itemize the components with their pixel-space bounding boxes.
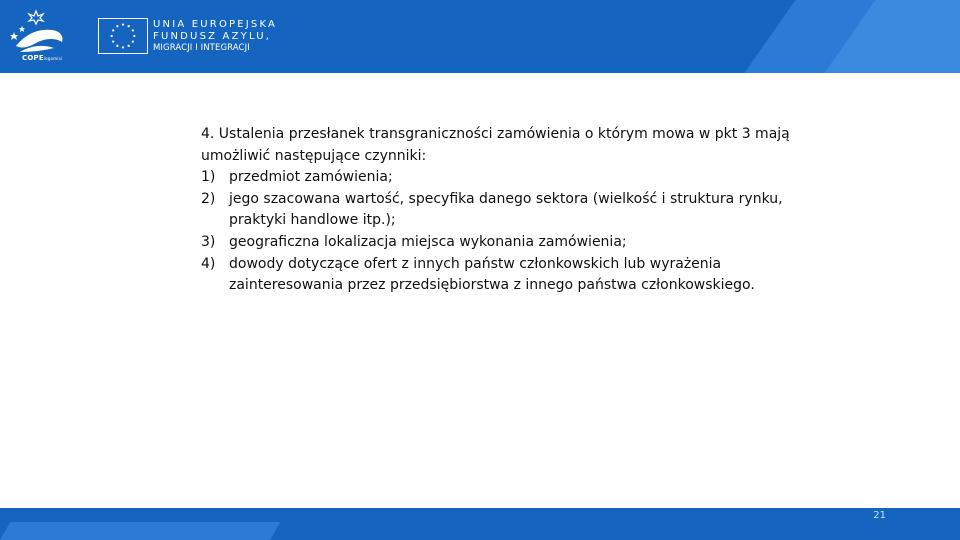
eu-fund-label [153,19,277,54]
list-item-text: geograficzna lokalizacja miejsca wykonania zamówienia; [229,233,627,250]
eu-fund-line3: MIGRACJI I INTEGRACJI [153,43,250,53]
eu-star-icon [116,25,118,27]
eu-star-icon [128,45,130,47]
eu-star-icon [132,29,134,31]
eu-star-icon [132,41,134,43]
factor-list [201,167,801,297]
cope-logo-text: COPElogomisi [22,54,63,62]
list-item-text: jego szacowana wartość, specyfika danego sektora (wielkość i struktura rynku, praktyki handlowe itp.); [229,190,783,229]
list-item-text: dowody dotyczące ofert z innych państw członkowskich lub wyrażenia zainteresowania przez przedsiębiorstwa z innego państwa członkowskiego. [229,255,755,294]
list-item-number: 4) [201,255,216,272]
list-item [201,232,801,254]
list-item [201,167,801,189]
eu-star-icon [133,35,135,37]
footer-stripe-decoration [0,522,280,540]
list-item [201,254,801,297]
footer-bar [0,508,960,540]
page-number: 21 [873,510,886,521]
eu-fund-line2: FUNDUSZ AZYLU, [153,31,272,42]
eu-star-icon [116,45,118,47]
intro-paragraph: 4. Ustalenia przesłanek transgraniczności zamówienia o którym mowa w pkt 3 mają umożliwić następujące czynniki: [201,126,790,164]
list-item-text: przedmiot zamówienia; [229,169,393,186]
list-item-number: 2) [201,190,216,207]
eu-star-icon [128,25,130,27]
eu-star-icon [111,35,113,37]
list-item-number: 1) [201,169,216,186]
eu-star-icon [112,41,114,43]
eu-star-icon [122,24,124,26]
eu-star-icon [112,29,114,31]
eu-fund-line1: UNIA EUROPEJSKA [153,19,278,30]
list-item [201,189,801,232]
slide-content [201,124,801,297]
eu-star-icon [122,46,124,48]
list-item-number: 3) [201,233,216,250]
header-bar [0,0,960,73]
eu-flag-icon [98,18,148,54]
